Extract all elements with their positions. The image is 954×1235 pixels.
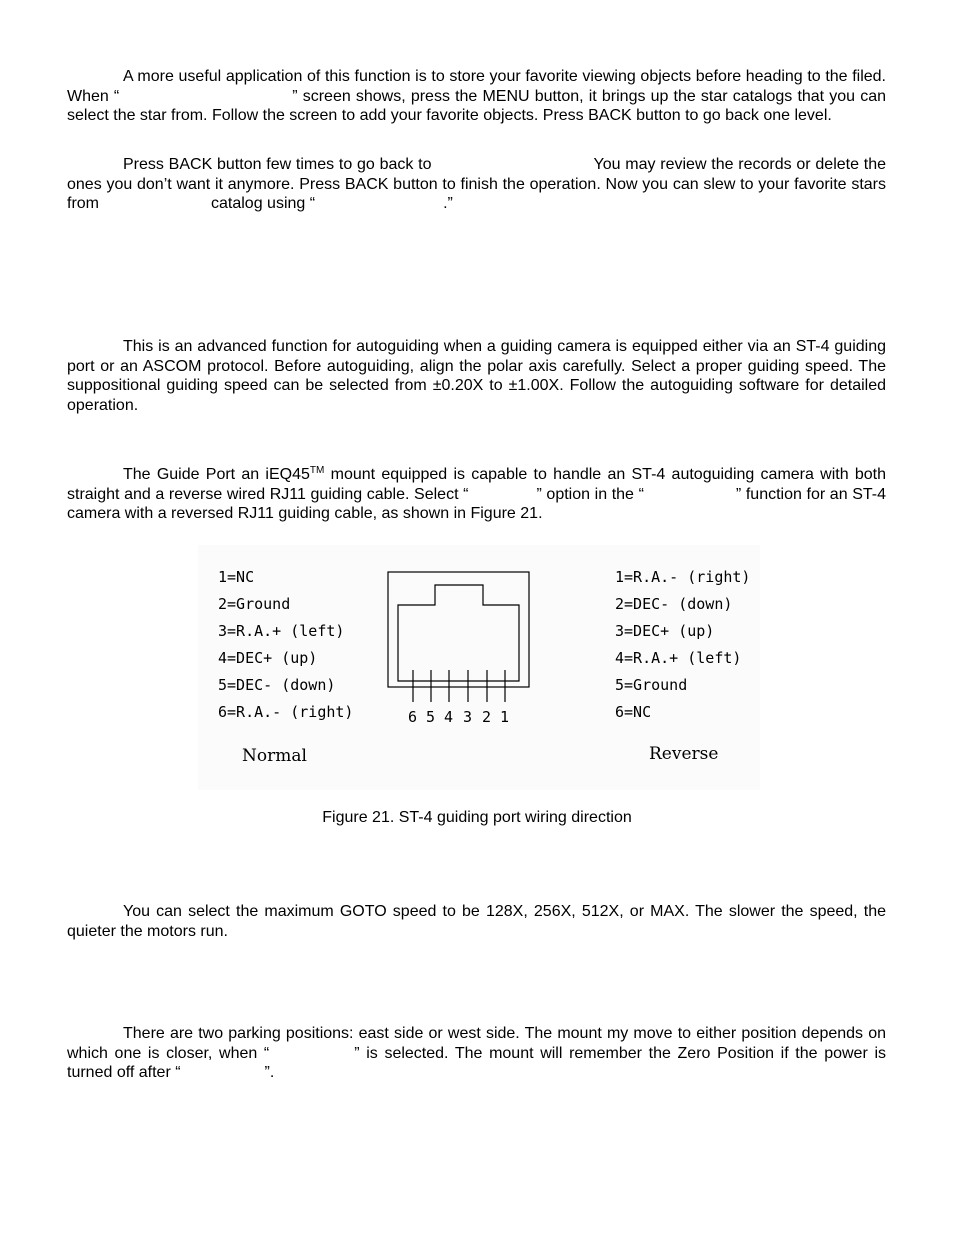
p4-text-a: The Guide Port an iEQ45 [123, 466, 310, 483]
pin-number-3: 3 [463, 708, 473, 726]
p4-text-d: ” function for an ST-4 camera with a reversed RJ11 guiding cable, as shown in Figure 21. [67, 485, 887, 523]
p3-text: This is an advanced function for autoguiding when a guiding camera is equipped either via an ST-4 guiding port or an ASCOM protocol. Before autoguiding, align the polar axis carefully. Select a proper guiding speed. The suppositional guiding speed can be selected from ±0.20X to ±1.00X. Follow the autoguiding software for detailed operation. [67, 338, 886, 415]
normal-pin-3: 3=R.A.+ (left) [218, 622, 345, 640]
pin-number-4: 4 [444, 708, 454, 726]
p2-text-b: You may review the records or delete the ones you don’t want it anymore. Press BACK button to finish the operation. Now you can slew to your favorite stars from [67, 156, 887, 213]
p4-text-b: mount equipped is capable to handle an ST-4 autoguiding camera with both straight and a reverse wired RJ11 guiding cable. Select “ [67, 466, 887, 503]
st4-wiring-figure [198, 545, 760, 790]
normal-pin-1: 1=NC [218, 568, 255, 586]
figure-caption: Figure 21. ST-4 guiding port wiring direction [322, 809, 632, 826]
wiring-diagram [198, 545, 760, 790]
p6-text-c: ”. [264, 1064, 275, 1082]
paragraph-goto-speed [67, 902, 886, 941]
normal-label: Normal [242, 746, 307, 766]
trademark-sup: TM [309, 465, 325, 476]
pin-number-1: 1 [500, 708, 510, 726]
reverse-pin-5: 5=Ground [615, 676, 688, 694]
p2-text-c: catalog using “ [211, 195, 316, 213]
pin-number-5: 5 [426, 708, 436, 726]
p6-text-b: ” is selected. The mount will remember the Zero Position if the power is turned off after “ [67, 1044, 886, 1082]
p6-text-a: There are two parking positions: east side or west side. The mount my move to either position depends on which one is closer, when “ [67, 1025, 886, 1062]
reverse-pin-3: 3=DEC+ (up) [615, 622, 715, 640]
reverse-pin-6: 6=NC [615, 703, 652, 721]
p1-text-b: ” screen shows, press the MENU button, it brings up the star catalogs that you can select the star from. Follow the screen to add your favorite objects. Press BACK button to go back one level. [67, 87, 886, 125]
pin-number-2: 2 [482, 708, 492, 726]
p5-text: You can select the maximum GOTO speed to be 128X, 256X, 512X, or MAX. The slower the speed, the quieter the motors run. [67, 903, 886, 940]
reverse-pin-1: 1=R.A.- (right) [615, 568, 751, 586]
p1-text-a: A more useful application of this function is to store your favorite viewing objects before heading to the filed. When “ [67, 68, 886, 105]
normal-pin-6: 6=R.A.- (right) [218, 703, 354, 721]
normal-pin-2: 2=Ground [218, 595, 291, 613]
p4-text-c: ” option in the “ [536, 485, 644, 503]
normal-pin-4: 4=DEC+ (up) [218, 649, 318, 667]
reverse-pin-4: 4=R.A.+ (left) [615, 649, 742, 667]
reverse-pin-2: 2=DEC- (down) [615, 595, 733, 613]
p2-text-d: .” [443, 195, 453, 213]
paragraph-review-records [67, 155, 886, 214]
paragraph-autoguiding [67, 337, 886, 416]
paragraph-favorite-objects [67, 67, 886, 126]
paragraph-guide-port [67, 465, 886, 524]
normal-pin-5: 5=DEC- (down) [218, 676, 336, 694]
reverse-label: Reverse [649, 744, 719, 764]
p2-text-a: Press BACK button few times to go back to [123, 156, 432, 173]
paragraph-parking-position [67, 1024, 886, 1083]
pin-number-6: 6 [408, 708, 418, 726]
